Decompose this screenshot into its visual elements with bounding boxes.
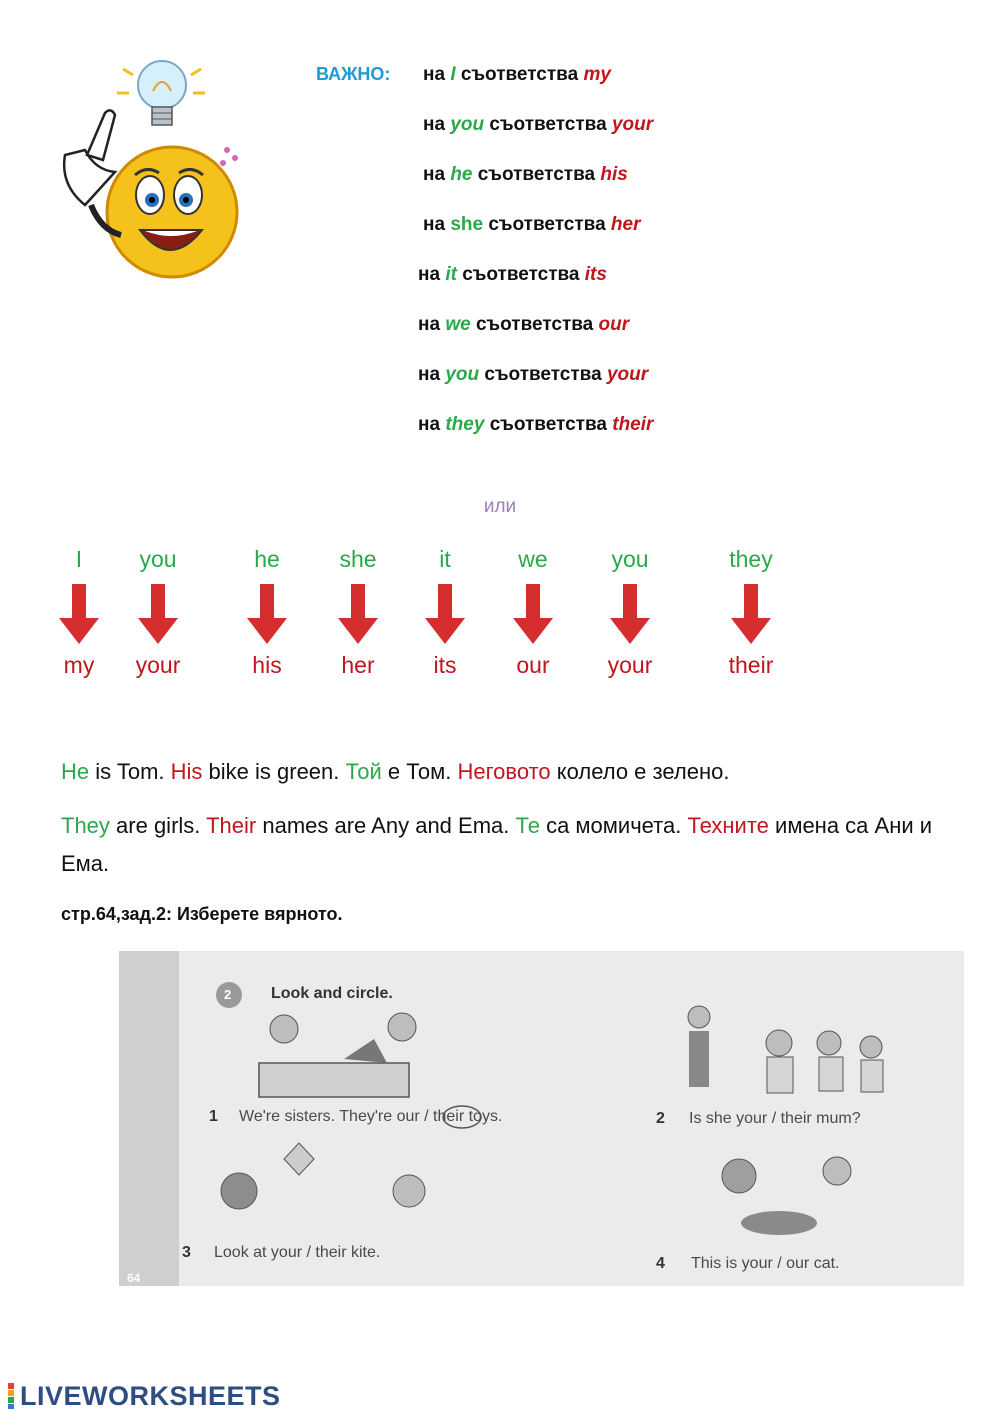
down-arrow-icon (731, 584, 771, 646)
task-instruction: стр.64,зад.2: Изберете вярното. (61, 904, 343, 924)
ex-subject-en: He (61, 759, 90, 784)
ex-text: колело е зелено. (550, 759, 730, 784)
ex-possessive-en: Their (206, 813, 257, 838)
rule-possessive: its (584, 264, 607, 285)
item-number: 3 (182, 1244, 191, 1261)
rule-prefix: на (418, 414, 441, 435)
rule-possessive: their (612, 414, 654, 435)
item-number: 1 (209, 1108, 218, 1125)
book-page-number: 64 (127, 1271, 141, 1285)
rule-verb: съответства (488, 214, 606, 235)
rule-prefix: на (418, 364, 441, 385)
ex-subject-en: They (61, 813, 110, 838)
item-number: 4 (656, 1255, 665, 1272)
possessive-adjective: your (135, 652, 181, 678)
rule-verb: съответства (460, 64, 579, 85)
rule-possessive: her (610, 214, 641, 235)
possessive-adjective: his (252, 652, 282, 678)
important-label: ВАЖНО: (316, 64, 391, 84)
ex-subject-bg: Те (515, 813, 540, 838)
possessive-adjective: your (607, 652, 653, 678)
down-arrow-icon (59, 584, 99, 646)
rule-row-7 (418, 364, 648, 386)
possessive-adjective: its (433, 652, 457, 678)
subject-pronoun: we (518, 546, 548, 572)
ex-possessive-bg: Неговото (457, 759, 551, 784)
rule-prefix: на (423, 164, 446, 185)
pronoun-pair-7 (590, 544, 670, 680)
ex-text: are girls. (109, 813, 207, 838)
rule-verb: съответства (489, 114, 607, 135)
ex-text: is Tom. (89, 759, 171, 784)
subject-pronoun: you (611, 546, 649, 572)
example-sentence-1 (61, 753, 941, 791)
brand-wordmark: LIVEWORKSHEETS (20, 1381, 281, 1411)
subject-pronoun: she (339, 546, 377, 572)
exercise-heading: Look and circle. (271, 985, 393, 1002)
ex-subject-bg: Той (345, 759, 382, 784)
item-number: 2 (656, 1110, 665, 1127)
item-text: We're sisters. They're our / their toys. (239, 1108, 503, 1125)
ex-possessive-en: His (170, 759, 203, 784)
rule-subject: you (445, 364, 480, 385)
rule-verb: съответства (489, 414, 607, 435)
rule-prefix: на (423, 114, 446, 135)
rule-possessive: my (583, 64, 611, 85)
rule-verb: съответства (475, 314, 594, 335)
rule-possessive: his (600, 164, 628, 185)
rule-subject: they (445, 414, 485, 435)
subject-pronoun: they (729, 546, 773, 572)
subject-pronoun: it (439, 546, 451, 572)
pronoun-pair-4 (318, 544, 398, 680)
ex-text: имена са Ани и Ема. (61, 813, 933, 876)
rule-row-4 (423, 214, 641, 236)
possessive-adjective: our (516, 652, 550, 678)
pronoun-pair-6 (493, 544, 573, 680)
or-label: или (483, 496, 517, 517)
rule-prefix: на (423, 64, 446, 85)
rule-subject: you (450, 114, 485, 135)
rule-prefix: на (418, 314, 441, 335)
textbook-photo (119, 951, 964, 1286)
rule-subject: he (450, 164, 473, 185)
pronoun-pair-5 (405, 544, 485, 680)
subject-pronoun: he (254, 546, 280, 572)
ex-text: names are Any and Ema. (256, 813, 516, 838)
example-sentence-2 (61, 807, 941, 883)
rule-subject: I (450, 64, 456, 85)
pronoun-pair-1 (39, 544, 119, 680)
smiley-lightbulb-illustration (55, 55, 255, 285)
item-text: Look at your / their kite. (214, 1244, 381, 1261)
rule-verb: съответства (462, 264, 580, 285)
subject-pronoun: you (139, 546, 177, 572)
rule-row-6 (418, 314, 629, 336)
ex-text: са момичета. (539, 813, 688, 838)
down-arrow-icon (610, 584, 650, 646)
rule-possessive: your (606, 364, 649, 385)
ex-possessive-bg: Техните (687, 813, 769, 838)
ex-text: bike is green. (202, 759, 346, 784)
rule-verb: съответства (477, 164, 596, 185)
rule-row-5 (418, 264, 607, 286)
rule-row-2 (423, 114, 653, 136)
ex-text: е Том. (381, 759, 458, 784)
down-arrow-icon (425, 584, 465, 646)
down-arrow-icon (513, 584, 553, 646)
down-arrow-icon (247, 584, 287, 646)
possessive-adjective: their (728, 652, 774, 678)
possessive-adjective: her (341, 652, 375, 678)
rule-possessive: our (598, 314, 630, 335)
rule-prefix: на (423, 214, 446, 235)
item-text: This is your / our cat. (691, 1255, 840, 1272)
subject-pronoun: I (75, 546, 83, 572)
rule-verb: съответства (484, 364, 602, 385)
down-arrow-icon (338, 584, 378, 646)
rule-subject: we (445, 314, 471, 335)
rule-row-8 (418, 414, 653, 436)
pronoun-pair-3 (227, 544, 307, 680)
pronoun-pair-2 (118, 544, 198, 680)
rule-possessive: your (611, 114, 654, 135)
rule-row-3 (423, 164, 628, 186)
rule-subject: she (450, 214, 484, 235)
item-text: Is she your / their mum? (689, 1110, 861, 1127)
rule-prefix: на (418, 264, 441, 285)
rule-subject: it (445, 264, 457, 285)
rule-row-1 (423, 64, 611, 86)
possessive-adjective: my (63, 652, 95, 678)
down-arrow-icon (138, 584, 178, 646)
pronoun-pair-8 (711, 544, 791, 680)
exercise-number: 2 (224, 987, 232, 1002)
